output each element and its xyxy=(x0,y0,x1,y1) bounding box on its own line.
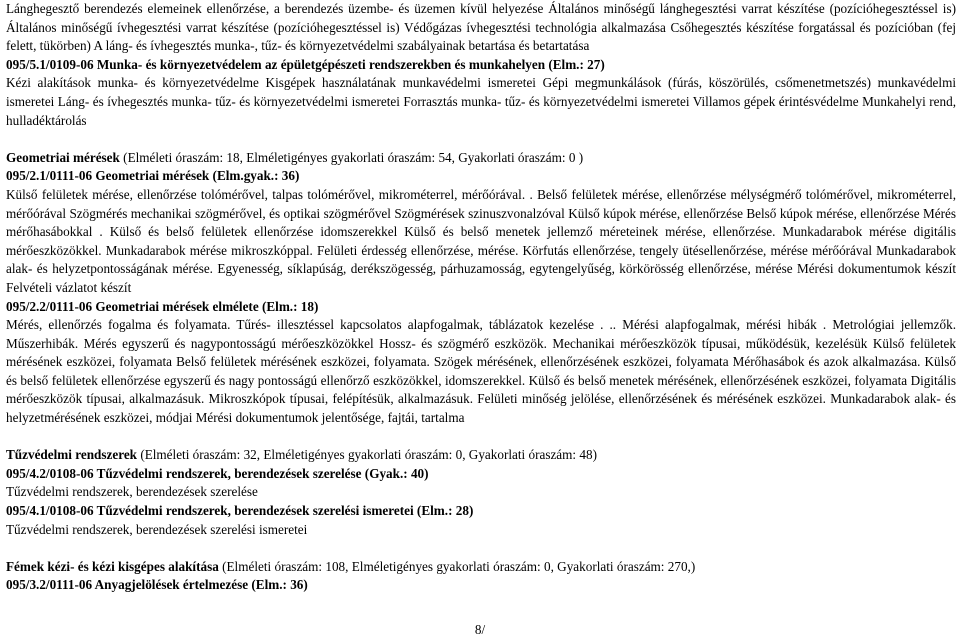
subject-heading-fire-protection xyxy=(6,446,956,465)
page-number: 8/ xyxy=(474,622,486,637)
subject-hours: (Elméleti óraszám: 108, Elméletigényes gyakorlati óraszám: 0, Gyakorlati óraszám: 270,) xyxy=(218,558,696,574)
paragraph-measurements-theory: Mérés, ellenőrzés fogalma és folyamata. Tűrés- illesztéssel kapcsolatos alapfogalmak, táblázatok kezelése . .. Mérési alapfogalmak, mérési hibák . Metrológiai jellemzők. Műszerhibák. Mérés egyszerű és nagypontosságú mérőeszközökkel Hossz- és szögmérő eszközök. Mechanikai mérőeszközök típusai, működésük, kezelésük Külső felületek mérésének eszközei, folyamata Belső felületek mérésének eszközei, folyamata. Szögek mérésének, ellenőrzésének eszközei, folyamata Mérőhasábok és azok alkalmazása. Külső és belső felületek ellenőrzése egyszerű és nagy pontosságú ellenőrző eszközökkel, idomszerekkel. Külső és belső menetek mérésének, ellenőrzésének eszközei, folyamata Digitális mérőeszközök típusai, alkalmazásuk. Mikroszkópok típusai, felépítésük, alkalmazásuk. Felületi minőség jelölése, ellenőrzésének és mérésének eszközei. Munkadarabok alak- és helyzetmérésének eszközei, módjai Mérési dokumentumok jelentősége, fajtái, tartalma xyxy=(6,317,956,426)
module-heading-measurements-theory: 095/2.2/0111-06 Geometriai mérések elmélete (Elm.: 18) xyxy=(6,298,319,314)
module-heading-fire-practice: 095/4.2/0108-06 Tűzvédelmi rendszerek, berendezések szerelése (Gyak.: 40) xyxy=(6,465,429,481)
spacer xyxy=(6,130,956,149)
module-heading-measurements-practice: 095/2.1/0111-06 Geometriai mérések (Elm.gyak.: 36) xyxy=(6,168,300,184)
subject-title: Fémek kézi- és kézi kisgépes alakítása xyxy=(6,558,219,574)
subject-heading-geometric-measurements xyxy=(6,149,956,168)
paragraph-safety: Kézi alakítások munka- és környezetvédelme Kisgépek használatának munkavédelmi ismeretei Gépi megmunkálások (fúrás, köszörülés, csőmenetmetszés) munkavédelmi ismeretei Láng- és ívhegesztés munka- tűz- és környezetvédelmi ismeretei Forrasztás munka- tűz- és környezetvédelmi ismeretei Villamos gépek érintésvédelme Munkahelyi rend, hulladéktárolás xyxy=(6,75,956,128)
module-heading-safety: 095/5.1/0109-06 Munka- és környezetvédelem az épületgépészeti rendszerekben és munkahelyen (Elm.: 27) xyxy=(6,56,605,72)
subject-heading-metal-forming xyxy=(6,558,956,577)
subject-hours: (Elméleti óraszám: 32, Elméletigényes gyakorlati óraszám: 0, Gyakorlati óraszám: 48) xyxy=(137,447,597,463)
subject-hours: (Elméleti óraszám: 18, Elméletigényes gyakorlati óraszám: 54, Gyakorlati óraszám: 0 ) xyxy=(119,149,584,165)
document-page xyxy=(6,0,956,595)
subject-title: Geometriai mérések xyxy=(6,149,120,165)
subject-title: Tűzvédelmi rendszerek xyxy=(6,447,138,463)
paragraph-measurements-practice: Külső felületek mérése, ellenőrzése tolómérővel, talpas tolómérővel, mikrométerrel, mérőórával. . Belső felületek mérése, ellenőrzése mélységmérő tolómérővel, mikrométerrel, mérőórával Szögmérés mechanikai szögmérővel, és optikai szögmérővel Szögmérések szinuszvonalzóval Külső kúpok mérése, ellenőrzése Belső kúpok mérése, ellenőrzése Mérés mérőhasábokkal . Külső és belső felületek ellenőrzése idomszerekkel Külső és belső menetek jellemző méreteinek mérése, ellenőrzése. Munkadarabok mérése digitális mérőeszközökkel. Munkadarabok mérése mikroszkóppal. Felületi érdesség ellenőrzése, mérése. Körfutás ellenőrzése, tengely ütésellenőrzése, mérése mérőórával Munkadarabok alak- és helyzetpontosságának mérése. Egyenesség, síklapúság, derékszögesség, párhuzamosság, egytengelyűség, körkörösség ellenőrzése, mérése Mérési dokumentumok készít Felvételi vázlatot készít xyxy=(6,186,956,295)
paragraph-fire-theory: Tűzvédelmi rendszerek, berendezések szerelési ismeretei xyxy=(6,521,308,537)
module-heading-fire-theory: 095/4.1/0108-06 Tűzvédelmi rendszerek, berendezések szerelési ismeretei (Elm.: 28) xyxy=(6,503,474,519)
paragraph-fire-practice: Tűzvédelmi rendszerek, berendezések szerelése xyxy=(6,484,258,500)
spacer xyxy=(6,428,956,447)
module-heading-material-marking: 095/3.2/0111-06 Anyagjelölések értelmezése (Elm.: 36) xyxy=(6,577,308,593)
paragraph-welding: Lánghegesztő berendezés elemeinek ellenőrzése, a berendezés üzembe- és üzemen kívül helyezése Általános minőségű lánghegesztési varrat készítése (pozícióhegesztéssel is) Általános minőségű ívhegesztési varrat készítése (pozícióhegesztéssel is) Védőgázas ívhegesztési technológia alkalmazása Csőhegesztés készítése forgatással és pozícióban (fej felett, tükörben) A láng- és ívhegesztés munka-, tűz- és környezetvédelmi szabályainak betartása és betartatása xyxy=(6,1,956,54)
spacer xyxy=(6,539,956,558)
